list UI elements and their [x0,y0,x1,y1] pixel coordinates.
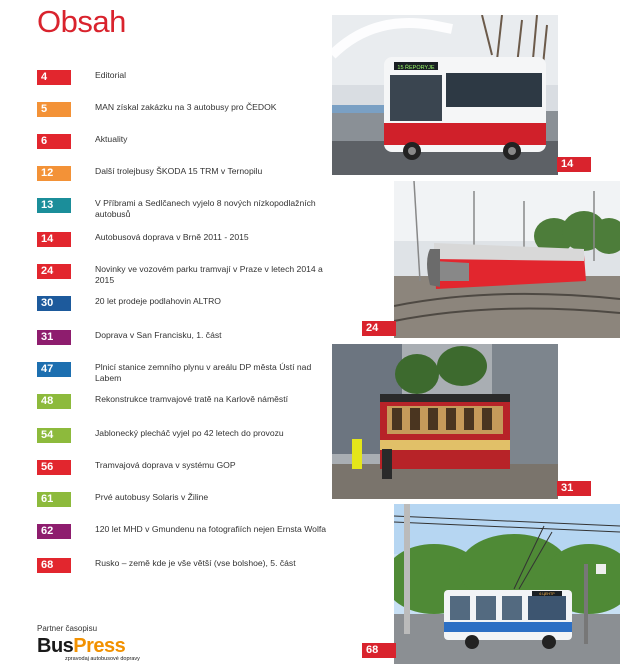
toc-entry[interactable] [37,264,337,294]
photo-page-badge: 24 [362,321,396,336]
toc-entry[interactable] [37,394,337,424]
bus-illustration [332,15,558,175]
logo-subtitle: zpravodaj autobusové dopravy [65,656,140,662]
toc-entry[interactable] [37,198,337,228]
photo-bus [332,15,558,175]
toc-entry[interactable] [37,134,337,164]
toc-article-title: Aktuality [95,134,128,144]
toc-entry[interactable] [37,102,337,132]
toc-entry[interactable] [37,558,337,588]
toc-entry[interactable] [37,330,337,360]
toc-page-number: 13 [37,198,71,213]
toc-article-title: V Příbrami a Sedlčanech vyjelo 8 nových nízkopodlažních autobusů [95,198,316,219]
toc-entry[interactable] [37,428,337,458]
toc-page-number: 31 [37,330,71,345]
toc-entry[interactable] [37,524,337,554]
photo-page-badge: 31 [557,481,591,496]
toc-entry[interactable] [37,70,337,100]
toc-page-number: 54 [37,428,71,443]
toc-entry[interactable] [37,362,337,392]
toc-article-title: Rekonstrukce tramvajové tratě na Karlově náměstí [95,394,288,404]
toc-article-title: MAN získal zakázku na 3 autobusy pro ČEDOK [95,102,277,112]
toc-page-number: 61 [37,492,71,507]
toc-article-title: Autobusová doprava v Brně 2011 - 2015 [95,232,249,242]
toc-page-number: 5 [37,102,71,117]
partner-label: Partner časopisu [37,624,98,633]
bus-destination-sign: 15 ŘEPORYJE [397,65,435,71]
toc-entry[interactable] [37,166,337,196]
photo-page-badge: 68 [362,643,396,658]
toc-page-number: 30 [37,296,71,311]
toc-page-number: 56 [37,460,71,475]
tram-illustration [394,181,620,338]
photo-page-badge: 14 [557,157,591,172]
toc-page-number: 24 [37,264,71,279]
page-title: Obsah [37,4,126,39]
toc-entry[interactable] [37,232,337,262]
toc-entry[interactable] [37,460,337,490]
logo-press-text: Press [73,635,126,657]
toc-article-title: Plnicí stanice zemního plynu v areálu DP města Ústí nad Labem [95,362,312,383]
buspress-logo-wordmark [37,636,125,656]
photo-trolleybus [394,504,620,664]
toc-article-title: Jablonecký plecháč vyjel po 42 letech do provozu [95,428,284,438]
toc-article-title: Novinky ve vozovém parku tramvají v Praze v letech 2014 a 2015 [95,264,323,285]
toc-article-title: Editorial [95,70,127,80]
toc-article-title: Další trolejbusy ŠKODA 15 TRM v Ternopilu [95,166,263,176]
toc-page-number: 62 [37,524,71,539]
toc-entry[interactable] [37,296,337,326]
photo-tram [394,181,620,338]
toc-page-number: 12 [37,166,71,181]
toc-article-title: Rusko – země kde je vše větší (vse bolshoe), 5. část [95,558,296,568]
toc-page-number: 14 [37,232,71,247]
logo-bus-text: Bus [37,635,74,657]
toc-entry[interactable] [37,492,337,522]
toc-article-title: 20 let prodeje podlahovin ALTRO [95,296,221,306]
buspress-logo[interactable] [37,636,147,664]
toc-page-number: 68 [37,558,71,573]
trolleybus-illustration [394,504,620,664]
toc-page-number: 6 [37,134,71,149]
toc-article-title: Tramvajová doprava v systému GOP [95,460,236,470]
trolleybus-destination-sign: 6 ЦЕНТР [539,592,555,596]
toc-article-title: 120 let MHD v Gmundenu na fotografiích nejen Ernsta Wolfa [95,524,327,534]
toc-page-number: 48 [37,394,71,409]
toc-article-title: Doprava v San Francisku, 1. část [95,330,222,340]
toc-page-number: 47 [37,362,71,377]
toc-article-title: Prvé autobusy Solaris v Žiline [95,492,209,502]
toc-page-number: 4 [37,70,71,85]
photo-cable-car [332,344,558,499]
cable-car-illustration [332,344,558,499]
